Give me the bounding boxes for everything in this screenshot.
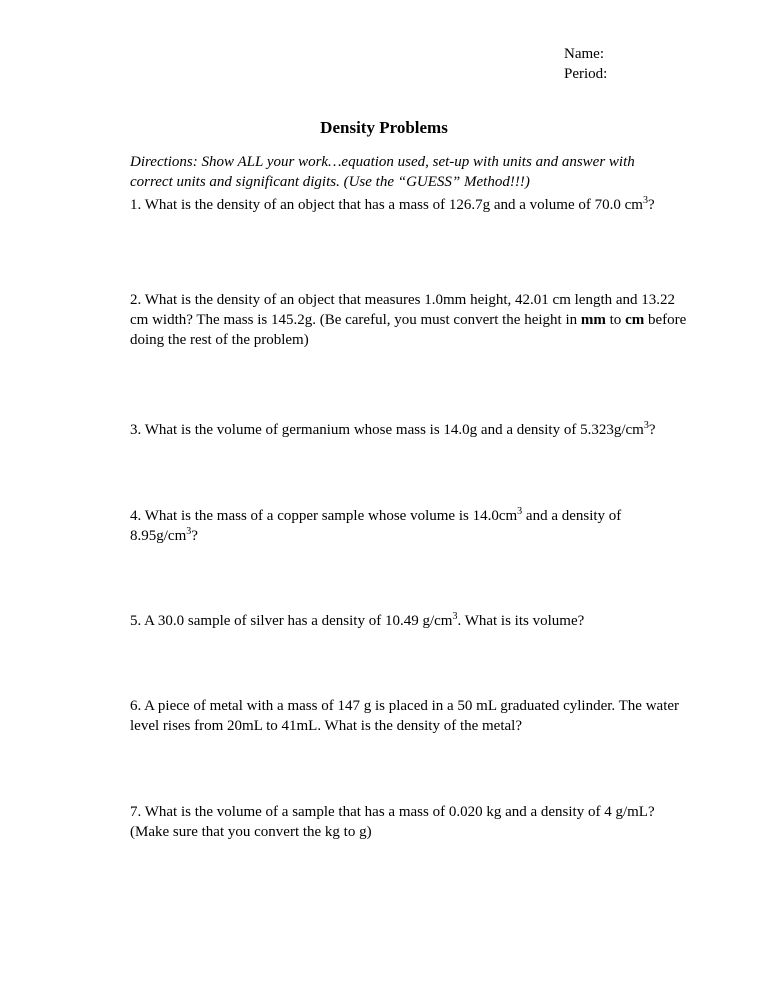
question-3-superscript: 3	[643, 420, 649, 431]
period-label: Period:	[564, 66, 608, 82]
question-1-end: ?	[647, 197, 655, 213]
question-1-text: 1. What is the density of an object that has a mass of 126.7g and a volume of 70.0 cm	[130, 197, 643, 213]
question-4-text-b: and a density of 8.95g/cm	[130, 508, 622, 544]
question-3-text: 3. What is the volume of germanium whose mass is 14.0g and a density of 5.323g/cm	[130, 422, 644, 438]
question-5-end: . What is its volume?	[457, 613, 585, 629]
question-5-text: 5. A 30.0 sample of silver has a density of 10.49 g/cm	[130, 613, 453, 629]
question-2	[130, 290, 690, 350]
question-3-end: ?	[648, 422, 656, 438]
question-2-text-c: before doing the rest of the problem)	[130, 312, 687, 348]
question-2-text-b: to	[605, 312, 626, 328]
question-3	[130, 420, 690, 440]
question-4-text-a: 4. What is the mass of a copper sample whose volume is 14.0cm	[130, 508, 518, 524]
directions: Directions: Show ALL your work…equation used, set-up with units and answer with correct units and significant digits. (Use the “GUESS” Method!!!)	[130, 154, 635, 190]
question-5-superscript: 3	[452, 611, 458, 622]
question-4	[130, 506, 690, 546]
header-block	[564, 44, 607, 84]
question-1-superscript: 3	[642, 195, 648, 206]
question-5	[130, 611, 690, 631]
question-7	[130, 802, 690, 842]
question-7-text: 7. What is the volume of a sample that has a mass of 0.020 kg and a density of 4 g/mL? (Make sure that you convert the kg to g)	[130, 804, 655, 840]
question-1	[130, 195, 690, 215]
question-4-superscript-2: 3	[186, 526, 192, 537]
question-2-bold-cm: cm	[625, 312, 645, 328]
question-6-text: 6. A piece of metal with a mass of 147 g is placed in a 50 mL graduated cylinder. The water level rises from 20mL to 41mL. What is the density of the metal?	[130, 698, 680, 734]
question-2-text-a: 2. What is the density of an object that measures 1.0mm height, 42.01 cm length and 13.22 cm width? The mass is 145.2g. (Be careful, you must convert the height in	[130, 292, 676, 328]
question-4-superscript-1: 3	[517, 506, 523, 517]
question-2-bold-mm: mm	[580, 312, 606, 328]
name-label: Name:	[564, 46, 604, 62]
question-6	[130, 696, 690, 736]
question-4-end: ?	[191, 528, 198, 544]
page-title: Density Problems	[320, 118, 448, 137]
